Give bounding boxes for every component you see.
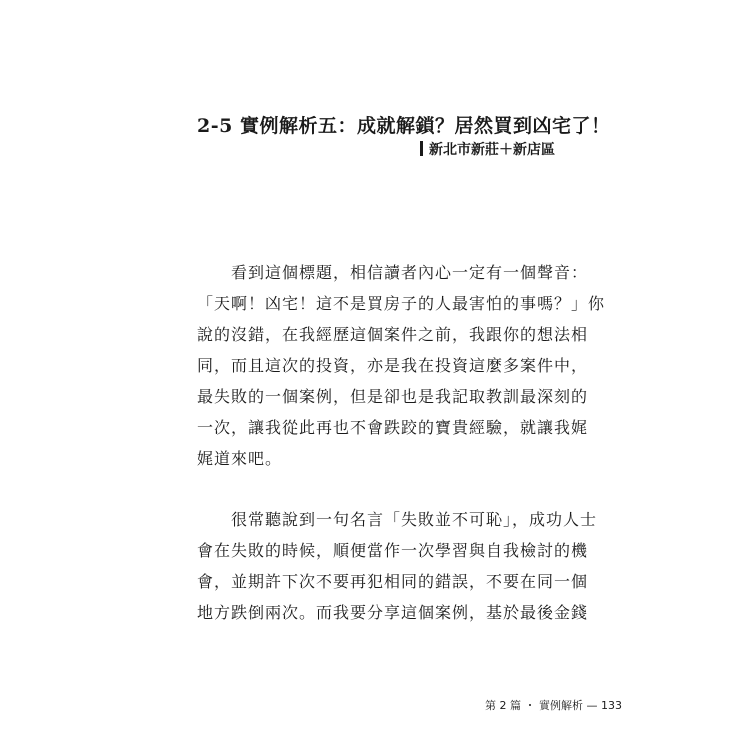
text-line: 一次，讓我從此再也不會跌跤的寶貴經驗，就讓我娓 [197,418,589,437]
text-line: 娓道來吧。 [197,449,283,468]
paragraph-2 [197,504,598,628]
page-footer: 第 2 篇 ・ 實例解析 — 133 [485,699,622,712]
text-line: 會，並期許下次不要再犯相同的錯誤，不要在同一個 [197,572,589,591]
text-line: 會在失敗的時候，順便當作一次學習與自我檢討的機 [197,541,589,560]
text-line: 看到這個標題，相信讀者內心一定有一個聲音： [197,263,589,282]
text-line: 最失敗的一個案例，但是卻也是我記取教訓最深刻的 [197,387,589,406]
text-line: 很常聽說到一句名言「失敗並不可恥」，成功人士 [197,510,598,529]
subtitle-bar [420,141,423,156]
text-line: 同，而且這次的投資，亦是我在投資這麼多案件中， [197,356,589,375]
text-line: 地方跌倒兩次。而我要分享這個案例，基於最後金錢 [197,603,589,622]
text-line: 「天啊！凶宅！這不是買房子的人最害怕的事嗎？」你 [197,294,606,313]
chapter-title: 2-5 實例解析五：成就解鎖？居然買到凶宅了！ [197,115,611,137]
location-subtitle [420,139,580,161]
paragraph-1 [197,257,606,474]
text-line: 說的沒錯，在我經歷這個案件之前，我跟你的想法相 [197,325,589,344]
location-text: 新北市新莊＋新店區 [429,142,555,158]
